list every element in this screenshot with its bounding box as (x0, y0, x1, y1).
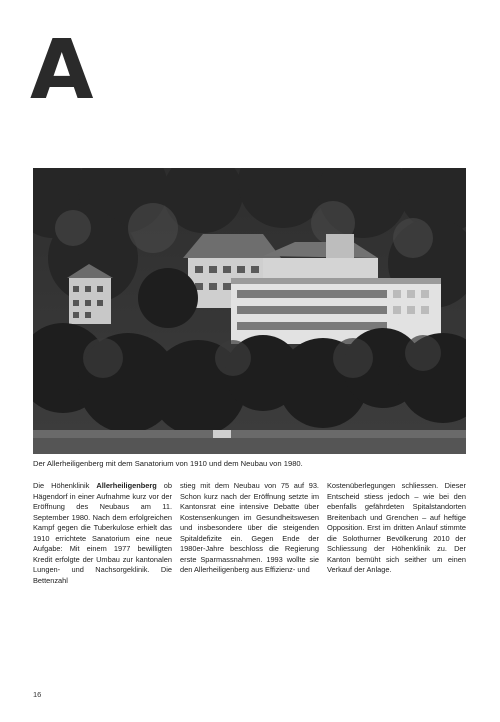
column-2-paragraph: stieg mit dem Neubau von 75 auf 93. Schon kurz nach der Eröffnung setzte im Kantonsrat eine intensive Debatte über Kostensenkungen im Gesundheitswesen und insbesondere über die steigenden Spitaldefizite ein. Gegen Ende der 1980er-Jahre beschloss die Regierung erste Sparmassnahmen. 1993 wollte sie den Allerheiligenberg aus Effizienz- und (180, 481, 319, 574)
text-column-3 (327, 481, 466, 611)
body-text (33, 481, 466, 611)
neubau-1980 (231, 278, 441, 344)
column-3-paragraph: Kostenüberlegungen schliessen. Dieser Entscheid stiess jedoch – wie bei den ebenfalls gefährdeten Spitalstandorten Breitenbach und Grenchen – auf heftige Opposition. Erst im dritten Anlauf stimmte die Solothurner Bevölkerung 2010 der Schliessung der Höhenklinik zu. Der Kanton bemüht sich seither um einen Verkauf der Anlage. (327, 481, 466, 574)
text-column-2 (180, 481, 319, 611)
photo-caption: Der Allerheiligenberg mit dem Sanatorium von 1910 und dem Neubau von 1980. (33, 459, 303, 468)
column-1-paragraph (33, 481, 172, 586)
page-number: 16 (33, 690, 42, 699)
sanatorium-photo (33, 168, 466, 454)
col1-rest: ob Hägendorf in einer Aufnahme kurz vor der Eröffnung des Neubaus am 11. September 1980. Nach dem erfolgreichen Kampf gegen die Tuberkulose erhielt das 1910 errichtete Sanatorium eine neue Aufgabe: Mit einem 1977 bewilligten Kredit erfolgte der Umbau zur kantonalen Lungen- und Nachsorgeklinik. Die Bettenzahl (33, 481, 172, 585)
text-column-1 (33, 481, 172, 611)
photo-illustration (33, 168, 466, 454)
chapter-letter: A (30, 23, 94, 118)
highlight-term: Allerheiligenberg (96, 481, 157, 490)
col1-lead: Die Höhenklinik (33, 481, 97, 490)
